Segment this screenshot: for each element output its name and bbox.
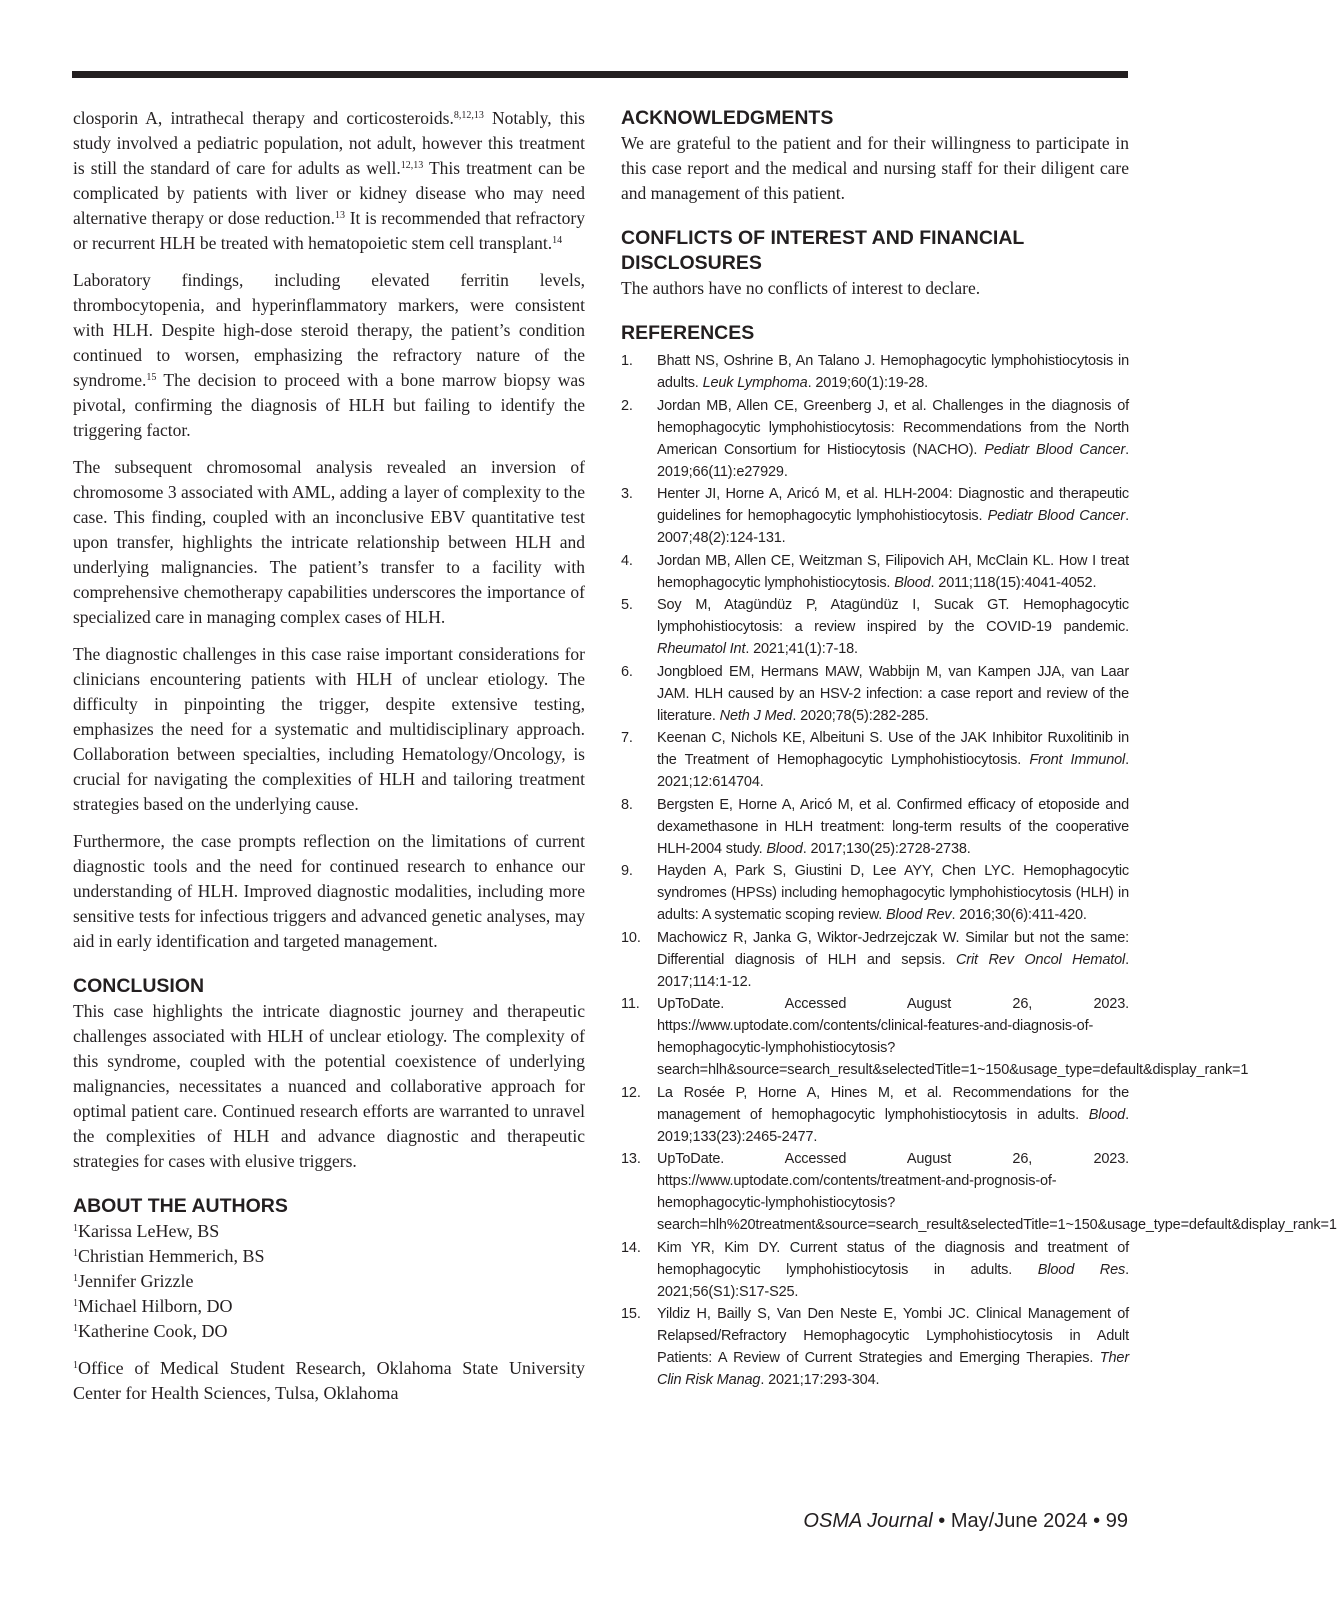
reference-citation: . 2019;133(23):2465-2477. (657, 1106, 1129, 1145)
reference-citation: . 2021;41(1):7-18. (745, 641, 858, 657)
reference-journal: Blood (894, 574, 931, 591)
reference-number: 12. (621, 1084, 641, 1101)
reference-journal: Blood Res (1037, 1261, 1126, 1278)
reference-journal: Pediatr Blood Cancer (987, 508, 1126, 524)
reference-text: Jordan MB, Allen CE, Greenberg J, et al. Challenges in the diagnosis of hemophagocytic lymphohistiocytosis: Recommendations from the North American Consortium for Histiocytosis (NACHO). (657, 397, 1129, 458)
author-entry: $^1$Jennifer Grizzle (73, 1271, 194, 1291)
reference-text: Kim YR, Kim DY. Current status of the diagnosis and treatment of hemophagocytic lymphohistiocytosis in adults. (657, 1239, 1129, 1278)
reference-text: Machowicz R, Janka G, Wiktor-Jedrzejczak W. Similar but not the same: Differential diagnosis of HLH and sepsis. (657, 929, 1129, 968)
citation-superscript: 13 (335, 210, 346, 221)
top-rule (72, 71, 1128, 78)
p2-text-a: Laboratory findings, including elevated ferritin levels, thrombocytopenia, and hyperinflammatory markers, were consistent with HLH. Despite high-dose steroid therapy, the patient’s condition continued to worsen, emphasizing the refractory nature of the syndrome. (73, 270, 585, 390)
reference-number: 4. (621, 552, 633, 569)
reference-number: 3. (621, 486, 633, 502)
reference-item (621, 350, 1129, 394)
reference-number: 7. (621, 730, 633, 746)
reference-text: La Rosée P, Horne A, Hines M, et al. Recommendations for the management of hemophagocytic lymphohistiocytosis in adults. (657, 1084, 1129, 1123)
conflicts-heading: CONFLICTS OF INTEREST AND FINANCIAL DISCLOSURES (621, 227, 1024, 274)
reference-number: 15. (621, 1306, 641, 1322)
reference-list (621, 350, 1337, 1391)
reference-citation: . 2019;60(1):19-28. (807, 375, 929, 391)
references-heading: REFERENCES (621, 322, 755, 344)
reference-item (621, 483, 1129, 549)
reference-citation: . 2016;30(6):411-420. (951, 907, 1087, 923)
acknowledgments-paragraph: We are grateful to the patient and for their willingness to participate in this case report and the medical and nursing staff for their diligent care and management of this patient. (621, 133, 1129, 203)
discussion-paragraph-4: The diagnostic challenges in this case raise important considerations for clinicians encountering patients with HLH of unclear etiology. The difficulty in pinpointing the trigger, despite extensive testing, emphasizes the need for a systematic and multidisciplinary approach. Collaboration between specialties, including Hematology/Oncology, is crucial for navigating the complexities of HLH and tailoring treatment strategies based on the underlying cause. (73, 644, 585, 814)
footer-journal-name: OSMA Journal (803, 1510, 933, 1532)
about-authors-heading: ABOUT THE AUTHORS (73, 1195, 288, 1217)
author-entry: $^1$Michael Hilborn, DO (73, 1296, 233, 1316)
reference-journal: Pediatr Blood Cancer (984, 441, 1126, 458)
author-affiliation: $^1$Office of Medical Student Research, Oklahoma State University Center for Health Sciences, Tulsa, Oklahoma (73, 1358, 585, 1403)
reference-number: 9. (621, 863, 633, 879)
conclusion-heading: CONCLUSION (73, 975, 205, 997)
footer-separator: • (932, 1510, 951, 1532)
reference-journal: Neth J Med (719, 707, 793, 724)
reference-item (621, 860, 1129, 926)
acknowledgments-heading: ACKNOWLEDGMENTS (621, 107, 834, 129)
p1-text-b: Notably, this study involved a pediatric population, not adult, however this treatment is still the standard of care for adults as well. (73, 108, 585, 178)
reference-item (621, 1082, 1129, 1148)
reference-number: 6. (621, 663, 633, 680)
reference-journal: Blood (1088, 1106, 1126, 1123)
author-list (73, 1219, 585, 1344)
reference-text: Hayden A, Park S, Giustini D, Lee AYY, Chen LYC. Hemophagocytic syndromes (HPSs) including hemophagocytic lymphohistiocytosis (HLH) in adults: A systematic scoping review. (657, 863, 1129, 923)
right-column (621, 106, 1337, 1392)
reference-text: Bergsten E, Horne A, Aricó M, et al. Confirmed efficacy of etoposide and dexamethasone in HLH treatment: long-term results of the cooperative HLH-2004 study. (657, 796, 1129, 857)
p1-text-d: It is recommended that refractory or recurrent HLH be treated with hematopoietic stem cell transplant. (73, 208, 586, 253)
left-column (73, 106, 585, 1406)
author-entry: $^1$Christian Hemmerich, BS (73, 1246, 265, 1266)
reference-journal: Blood (766, 840, 803, 857)
conflicts-paragraph: The authors have no conflicts of interest to declare. (621, 278, 981, 298)
reference-text: Soy M, Atagündüz P, Atagündüz I, Sucak GT. Hemophagocytic lymphohistiocytosis: a review inspired by the COVID-19 pandemic. (657, 597, 1129, 635)
reference-item (621, 927, 1129, 993)
reference-item (621, 727, 1129, 793)
reference-number: 14. (621, 1239, 641, 1256)
citation-superscript: 12,13 (400, 160, 424, 171)
reference-item (621, 794, 1129, 860)
discussion-paragraph-1 (73, 106, 585, 256)
page-footer (803, 1510, 1128, 1533)
reference-citation: . 2011;118(15):4041-4052. (930, 574, 1097, 591)
reference-text: UpToDate. Accessed August 26, 2023. https://www.uptodate.com/contents/clinical-features-and-diagnosis-of-hemophagocytic-lymphohistiocytosis?search=hlh&source=search_result&selectedTitle=1~150&usage_type=default&display_rank=1 (657, 996, 1249, 1078)
reference-journal: Blood Rev (885, 907, 952, 923)
author-entry: $^1$Katherine Cook, DO (73, 1321, 228, 1341)
footer-page-number: 99 (1105, 1510, 1128, 1532)
reference-item (621, 661, 1129, 727)
discussion-paragraph-5: Furthermore, the case prompts reflection on the limitations of current diagnostic tools and the need for continued research to enhance our understanding of HLH. Improved diagnostic modalities, including more sensitive tests for infectious triggers and advanced genetic analyses, may aid in early identification and targeted management. (73, 831, 585, 951)
reference-citation: . 2019;66(11):e27929. (657, 441, 1130, 480)
p1-text-c: This treatment can be complicated by patients with liver or kidney disease who may need alternative therapy or dose reduction. (73, 158, 585, 228)
reference-citation: . 2021;17:293-304. (760, 1372, 880, 1388)
reference-text: Henter JI, Horne A, Aricó M, et al. HLH-2004: Diagnostic and therapeutic guidelines for hemophagocytic lymphohistiocytosis. (657, 486, 1129, 524)
reference-number: 10. (621, 929, 641, 946)
reference-item (621, 993, 1249, 1081)
reference-journal: Rheumatol Int (657, 641, 746, 657)
reference-journal: Crit Rev Oncol Hematol (955, 951, 1126, 968)
reference-text: Jongbloed EM, Hermans MAW, Wabbijn M, van Kampen JJA, van Laar JAM. HLH caused by an HSV-2 infection: a case report and review of the literature. (657, 663, 1129, 724)
reference-number: 2. (621, 397, 633, 414)
reference-text: UpToDate. Accessed August 26, 2023. https://www.uptodate.com/contents/treatment-and-prognosis-of-hemophagocytic-lymphohistiocytosis?search=hlh%20treatment&source=search_result&selectedTitle=1~150&usage_type=default&display_rank=1 (657, 1151, 1337, 1233)
reference-number: 13. (621, 1151, 641, 1167)
reference-number: 5. (621, 597, 633, 613)
reference-item (621, 1148, 1337, 1236)
reference-citation: . 2007;48(2):124-131. (657, 508, 1129, 546)
reference-item (621, 395, 1129, 483)
reference-text: Bhatt NS, Oshrine B, An Talano J. Hemophagocytic lymphohistiocytosis in adults. (657, 353, 1129, 391)
p1-text-a: closporin A, intrathecal therapy and corticosteroids. (73, 108, 454, 128)
reference-journal: Ther Clin Risk Manag (657, 1350, 1129, 1388)
reference-text: Yildiz H, Bailly S, Van Den Neste E, Yombi JC. Clinical Management of Relapsed/Refractory Hemophagocytic Lymphohistiocytosis in Adult Patients: A Review of Current Strategies and Emerging Therapies. (657, 1306, 1129, 1366)
reference-journal: Leuk Lymphoma (702, 375, 808, 391)
reference-item (621, 1237, 1129, 1303)
reference-citation: . 2021;56(S1):S17-S25. (657, 1261, 1129, 1300)
footer-separator: • (1087, 1510, 1106, 1532)
conclusion-paragraph: This case highlights the intricate diagnostic journey and therapeutic challenges associated with HLH of unclear etiology. The complexity of this syndrome, coupled with the potential coexistence of underlying malignancies, necessitates a nuanced and collaborative approach for optimal patient care. Continued research efforts are warranted to unravel the complexities of HLH and advance diagnostic and therapeutic strategies for cases with elusive triggers. (73, 1001, 585, 1171)
reference-citation: . 2017;114:1-12. (657, 951, 1129, 990)
p2-text-b: The decision to proceed with a bone marrow biopsy was pivotal, confirming the diagnosis of HLH but failing to identify the triggering factor. (73, 370, 585, 440)
reference-item (621, 594, 1129, 660)
reference-item (621, 550, 1129, 594)
citation-superscript: 14 (552, 235, 563, 246)
reference-citation: . 2021;12:614704. (657, 752, 1129, 790)
discussion-paragraph-3: The subsequent chromosomal analysis revealed an inversion of chromosome 3 associated with AML, adding a layer of complexity to the case. This finding, coupled with an inconclusive EBV quantitative test upon transfer, highlights the intricate relationship between HLH and underlying malignancies. The patient’s transfer to a facility with comprehensive chemotherapy capabilities underscores the importance of specialized care in managing complex cases of HLH. (73, 457, 585, 627)
reference-text: Keenan C, Nichols KE, Albeituni S. Use of the JAK Inhibitor Ruxolitinib in the Treatment of Hemophagocytic Lymphohistiocytosis. (657, 730, 1129, 768)
reference-number: 11. (621, 996, 640, 1012)
reference-citation: . 2020;78(5):282-285. (792, 707, 929, 724)
discussion-paragraph-2 (73, 268, 585, 443)
citation-superscript: 15 (146, 372, 157, 383)
reference-number: 1. (621, 353, 633, 369)
footer-issue: May/June 2024 (950, 1510, 1088, 1532)
citation-superscript: 8,12,13 (453, 110, 484, 121)
reference-number: 8. (621, 796, 633, 813)
reference-item (621, 1303, 1129, 1391)
reference-citation: . 2017;130(25):2728-2738. (802, 840, 971, 857)
reference-journal: Front Immunol (1029, 752, 1126, 768)
author-entry: $^1$Karissa LeHew, BS (73, 1221, 220, 1241)
reference-text: Jordan MB, Allen CE, Weitzman S, Filipovich AH, McClain KL. How I treat hemophagocytic lymphohistiocytosis. (657, 552, 1129, 591)
